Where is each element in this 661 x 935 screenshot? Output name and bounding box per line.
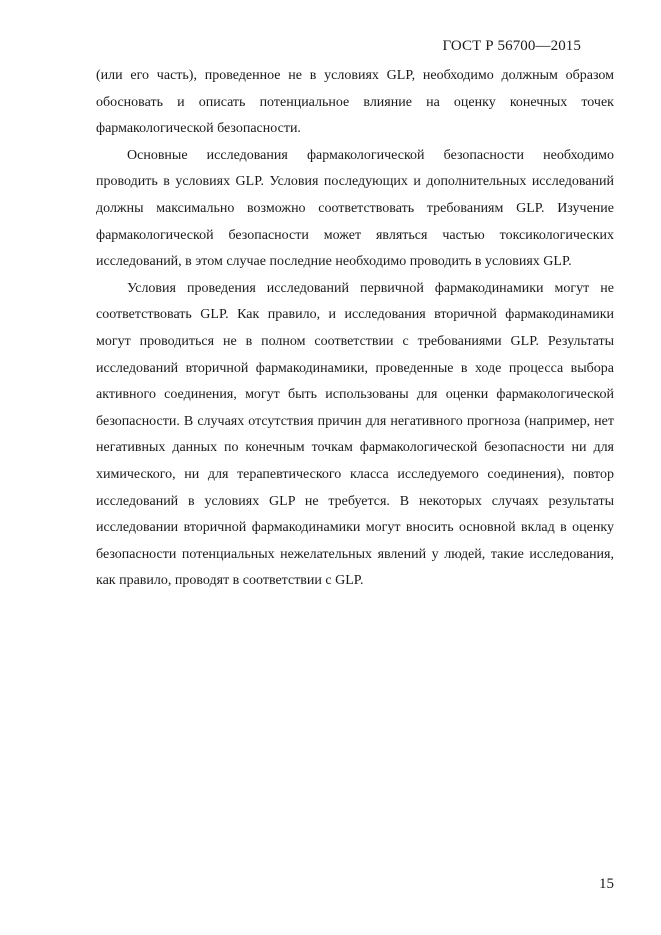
paragraph-pharmacodynamics: Условия проведения исследований первичной фармакодинамики могут не соответствовать GLP. Как правило, и исследования вторичной фармакодинамики могут проводиться не в полном соответствии с требованиями GLP. Результаты исследований вторичной фармакодинамики, проведенные в ходе процесса выбора активного соединения, могут быть использованы для оценки фармакологической безопасности. В случаях отсутствия причин для негативного прогноза (например, нет негативных данных по конечным точкам фармакологической безопасности ни для химического, ни для терапевтического класса исследуемого соединения), повтор исследований в условиях GLP не требуется. В некоторых случаях результаты исследовании вторичной фармакодинамики могут вносить основной вклад в оценку безопасности потенциальных нежелательных явлений у людей, такие исследования, как правило, проводят в соответствии с GLP.	[96, 280, 614, 589]
page-number: 15	[599, 876, 614, 892]
standard-code-header: ГОСТ Р 56700—2015	[442, 38, 581, 54]
paragraph-main-studies: Основные исследования фармакологической безопасности необходимо проводить в условиях GLP. Условия последующих и дополнительных исследований должны максимально возможно соответствовать требованиям GLP. Изучение фармакологической безопасности может являться частью токсикологических исследований, в этом случае последние необходимо проводить в условиях GLP.	[96, 147, 614, 270]
body-text	[96, 63, 614, 595]
paragraph-continued: (или его часть), проведенное не в условиях GLP, необходимо должным образом обосновать и описать потенциальное влияние на оценку конечных точек фармакологической безопасности.	[96, 68, 614, 137]
